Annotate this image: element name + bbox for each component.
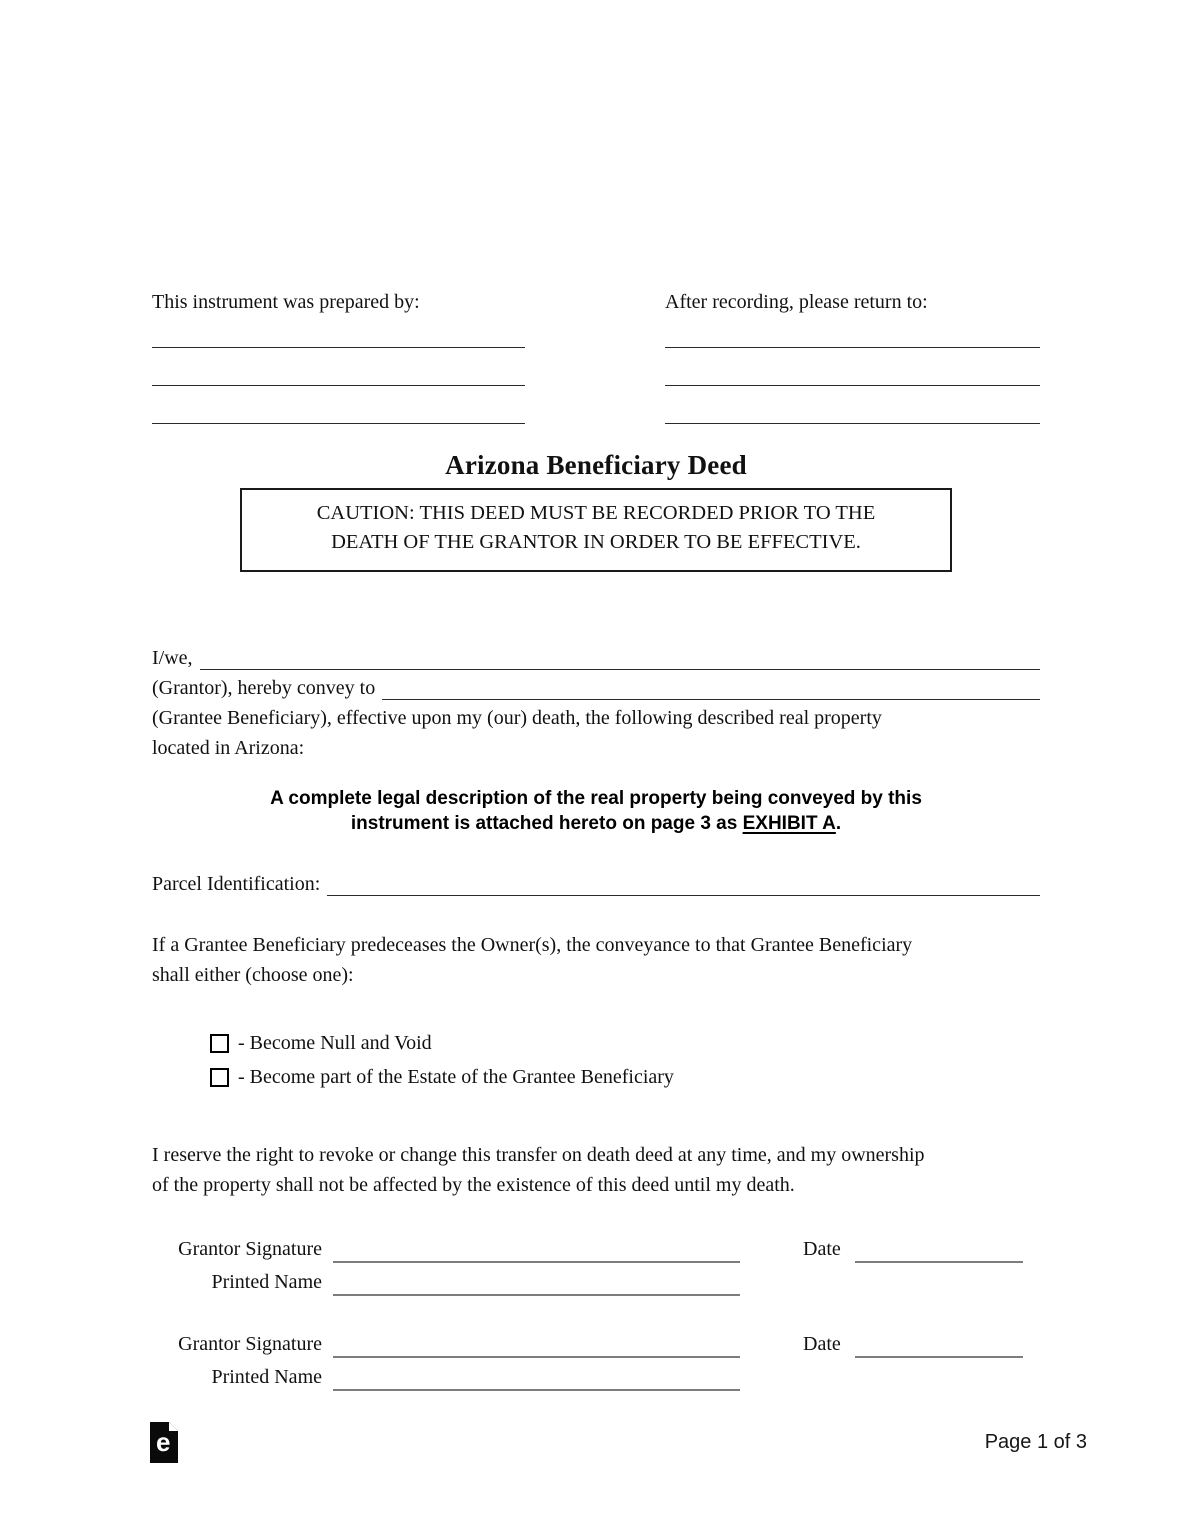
caution-line-2: DEATH OF THE GRANTOR IN ORDER TO BE EFFECTIVE. xyxy=(331,531,861,553)
revocation-line-2: of the property shall not be affected by the existence of this deed until my death. xyxy=(152,1174,795,1196)
page-number: Page 1 of 3 xyxy=(984,1431,1087,1453)
svg-text:e: e xyxy=(156,1427,171,1457)
predecease-line-1: If a Grantee Beneficiary predeceases the Owner(s), the conveyance to that Grantee Beneficiary xyxy=(152,934,913,956)
printed-name-field-1[interactable] xyxy=(333,1268,740,1296)
printed-name-label-1: Printed Name xyxy=(211,1271,322,1293)
null-and-void-label: - Become Null and Void xyxy=(238,1032,432,1054)
predecease-options xyxy=(210,1026,1040,1094)
parcel-identification-row xyxy=(152,869,1040,899)
revocation-paragraph xyxy=(152,1140,1040,1200)
predecease-line-2: shall either (choose one): xyxy=(152,964,354,986)
date-field-2[interactable] xyxy=(855,1330,1023,1358)
signature-block-2 xyxy=(152,1330,1040,1391)
null-and-void-checkbox[interactable] xyxy=(210,1034,229,1053)
return-to-line-2[interactable] xyxy=(665,348,1040,386)
grantor-signature-field-2[interactable] xyxy=(333,1330,740,1358)
date-label-1: Date xyxy=(803,1238,841,1260)
estate-checkbox[interactable] xyxy=(210,1068,229,1087)
notice-line-2: instrument is attached hereto on page 3 as EXHIBIT A. xyxy=(350,813,842,834)
caution-box xyxy=(240,488,952,572)
notice-line-1: A complete legal description of the real property being conveyed by this xyxy=(270,788,922,809)
prepared-by-label: This instrument was prepared by: xyxy=(152,291,420,313)
prepared-by-line-1[interactable] xyxy=(152,314,525,348)
estate-label: - Become part of the Estate of the Grantee Beneficiary xyxy=(238,1066,674,1088)
caution-line-1: CAUTION: THIS DEED MUST BE RECORDED PRIOR TO THE xyxy=(316,502,876,524)
printed-name-label-2: Printed Name xyxy=(211,1366,322,1388)
prepared-by-line-3[interactable] xyxy=(152,386,525,424)
prepared-by-line-2[interactable] xyxy=(152,348,525,386)
predecease-paragraph xyxy=(152,930,1040,990)
recording-header xyxy=(152,290,1040,424)
page-title: Arizona Beneficiary Deed xyxy=(445,450,747,480)
iwe-label: I/we, xyxy=(152,647,193,669)
legal-description-notice xyxy=(152,786,1040,836)
option-null-and-void xyxy=(210,1026,1040,1060)
grantor-name-field[interactable] xyxy=(200,643,1040,670)
parcel-identification-label: Parcel Identification: xyxy=(152,873,321,895)
revocation-line-1: I reserve the right to revoke or change this transfer on death deed at any time, and my ownership xyxy=(152,1144,925,1166)
located-in-arizona-text: located in Arizona: xyxy=(152,737,305,759)
grantor-convey-label: (Grantor), hereby convey to xyxy=(152,677,376,699)
date-field-1[interactable] xyxy=(855,1235,1023,1263)
grantor-signature-field-1[interactable] xyxy=(333,1235,740,1263)
grantee-beneficiary-text: (Grantee Beneficiary), effective upon my (our) death, the following described real property xyxy=(152,707,882,729)
return-to-label: After recording, please return to: xyxy=(665,291,928,313)
parcel-identification-field[interactable] xyxy=(327,869,1040,896)
exhibit-a-reference: EXHIBIT A xyxy=(742,813,836,834)
printed-name-field-2[interactable] xyxy=(333,1363,740,1391)
grantor-signature-label-2: Grantor Signature xyxy=(178,1333,322,1355)
date-label-2: Date xyxy=(803,1333,841,1355)
eforms-logo-icon xyxy=(150,1422,178,1463)
return-to-line-3[interactable] xyxy=(665,386,1040,424)
conveyance-paragraph xyxy=(152,643,1040,763)
grantee-name-field[interactable] xyxy=(382,673,1040,700)
return-to-line-1[interactable] xyxy=(665,314,1040,348)
grantor-signature-label-1: Grantor Signature xyxy=(178,1238,322,1260)
prepared-by-column xyxy=(152,290,525,424)
page-footer xyxy=(150,1422,1087,1463)
option-estate xyxy=(210,1060,1040,1094)
signature-block-1 xyxy=(152,1235,1040,1296)
return-to-column xyxy=(665,290,1040,424)
